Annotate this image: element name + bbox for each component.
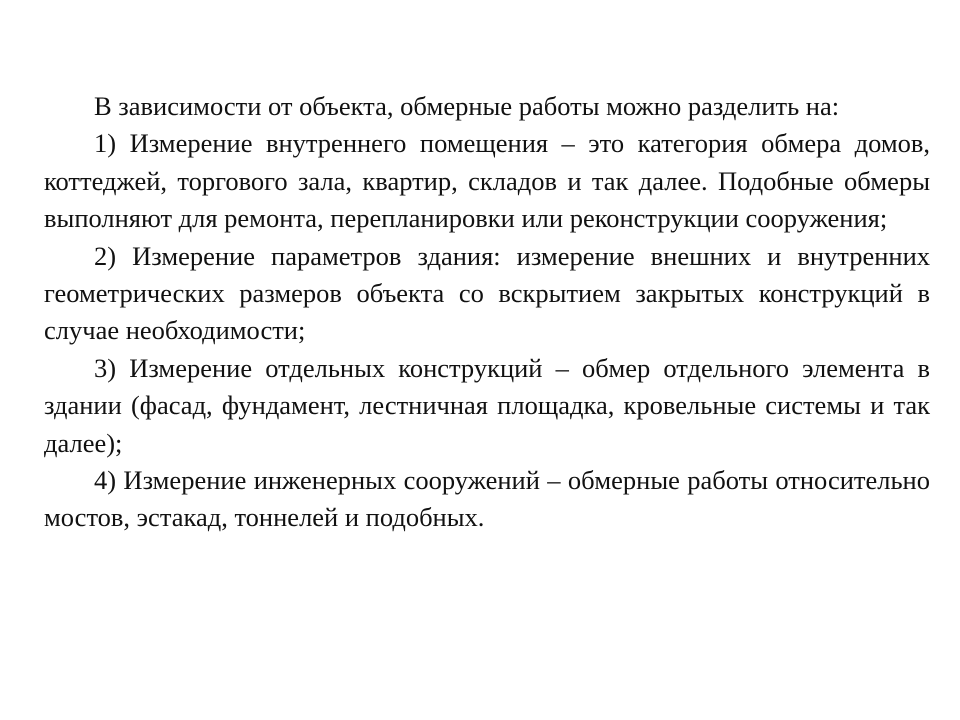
intro-paragraph: В зависимости от объекта, обмерные работы можно разделить на: — [94, 91, 840, 121]
item-4-paragraph: 4) Измерение инженерных сооружений – обмерные работы относительно мостов, эстакад, тоннелей и подобных. — [44, 465, 930, 533]
body-text — [44, 88, 930, 537]
item-2-paragraph: 2) Измерение параметров здания: измерение внешних и внутренних геометрических размеров объекта со вскрытием закрытых конструкций в случае необходимости; — [44, 240, 930, 346]
item-1-paragraph: 1) Измерение внутреннего помещения – это категория обмера домов, коттеджей, торгового зала, квартир, складов и так далее. Подобные обмеры выполняют для ремонта, перепланировки или реконструкции сооружения; — [44, 128, 930, 234]
item-3-paragraph: 3) Измерение отдельных конструкций – обмер отдельного элемента в здании (фасад, фундамент, лестничная площадка, кровельные системы и так далее); — [44, 352, 930, 458]
